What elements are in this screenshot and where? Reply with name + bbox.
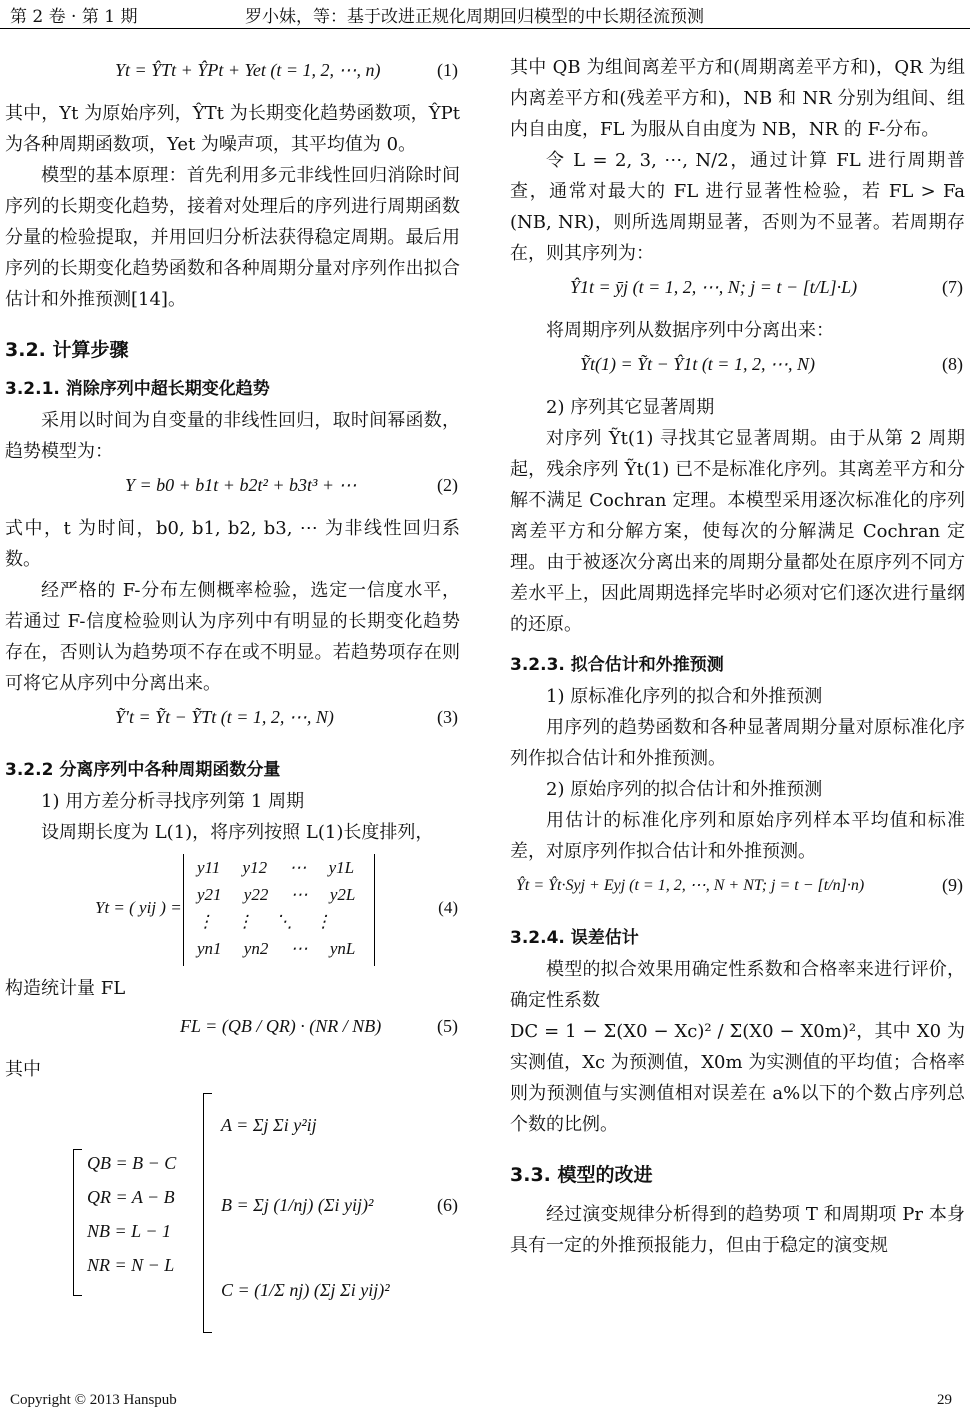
system-line: QB = B − C <box>87 1153 177 1173</box>
equation-2-body: Y = b0 + b1t + b2t² + b3t³ + ⋯ <box>125 475 357 495</box>
paragraph: 用序列的趋势函数和各种显著周期分量对原标准化序列作拟合估计和外推预测。 <box>510 717 965 769</box>
paragraph: 经严格的 F-分布左侧概率检验，选定一信度水平，若通过 F-信度检验则认为序列中有明显的长期变化趋势存在，否则认为趋势项不存在或不明显。若趋势项存在则可将它从序列中分离出来。 <box>5 580 460 694</box>
paragraph: 令 L = 2, 3, ⋯, N/2，通过计算 FL 进行周期普查，通常对最大的 FL 进行显著性检验，若 FL > Fa (NB, NR)，则所选周期显著，否则为不显著。若周期存在，则其序列为： <box>510 150 965 264</box>
equation-1-body: Yt = ŶTt + ŶPt + Yet (t = 1, 2, ⋯, n) <box>115 60 381 80</box>
left-brace <box>73 1149 82 1296</box>
matrix-lhs: Yt = ( yij ) = <box>95 898 182 917</box>
equation-1 <box>5 52 460 98</box>
matrix-row: ⋮ ⋮ ⋱ ⋮ <box>197 912 332 931</box>
paragraph: 1) 用方差分析寻找序列第 1 周期 <box>41 791 305 812</box>
equation-7-body: Ŷ1t = ȳj (t = 1, 2, ⋯, N; j = t − [t/L]·L) <box>570 277 858 297</box>
equation-8 <box>510 346 965 392</box>
paragraph: 用估计的标准化序列和原始序列样本平均值和标准差，对原序列作拟合估计和外推预测。 <box>510 810 965 862</box>
equation-8-body: Ỹt(1) = Ỹt − Ŷ1t (t = 1, 2, ⋯, N) <box>580 354 815 374</box>
footer-copyright: Copyright © 2013 Hanspub <box>10 1392 177 1408</box>
equation-6-system <box>5 1085 460 1335</box>
running-header <box>0 0 970 34</box>
left-column <box>5 52 460 1335</box>
section-heading: 3.3. 模型的改进 <box>510 1164 653 1186</box>
subsection-heading: 3.2.3. 拟合估计和外推预测 <box>510 655 724 675</box>
equation-3 <box>5 699 460 745</box>
page-number: 29 <box>937 1392 952 1408</box>
equation-5 <box>5 1004 460 1054</box>
subsection-heading: 3.2.4. 误差估计 <box>510 928 639 948</box>
equation-4-number: (4) <box>438 898 458 917</box>
paragraph: 其中，Yt 为原始序列，ŶTt 为长期变化趋势函数项，ŶPt 为各种周期函数项，Yet 为噪声项，其平均值为 0。 <box>5 103 460 155</box>
paragraph: 采用以时间为自变量的非线性回归，取时间幂函数，趋势模型为： <box>5 410 460 462</box>
system-line: A = Σj Σi y²ij <box>221 1115 317 1135</box>
equation-9-body: Ŷt = Ŷt·Syj + Eyj (t = 1, 2, ⋯, N + NT; j = t − [t/n]·n) <box>516 877 865 894</box>
right-column <box>510 52 965 1261</box>
matrix-row: y11 y12 ⋯ y1L <box>197 858 355 877</box>
matrix-row: y21 y22 ⋯ y2L <box>197 885 356 904</box>
journal-volume-issue: 第 2 卷 · 第 1 期 <box>10 7 138 27</box>
paragraph: 经过演变规律分析得到的趋势项 T 和周期项 Pr 本身具有一定的外推预报能力，但由于稳定的演变规 <box>510 1204 965 1256</box>
paragraph: 模型的拟合效果用确定性系数和合格率来进行评价，确定性系数 <box>510 959 965 1011</box>
equation-4-matrix <box>5 848 460 973</box>
equation-1-number: (1) <box>437 60 458 80</box>
section-heading: 3.2. 计算步骤 <box>5 339 129 361</box>
equation-9 <box>510 867 965 913</box>
paragraph: 对序列 Ỹt(1) 寻找其它显著周期。由于从第 2 周期起，残余序列 Ỹt(1) 已不是标准化序列。其离差平方和分解不满足 Cochran 定理。本模型采用逐次标准化的序列离差平方和分解方案，使每次的分解满足 Cochran 定理。由于被逐次分离出来的周期分量都处在原序列不同方差水平上，因此周期选择完毕时必须对它们逐次进行量纲的还原。 <box>510 428 965 635</box>
paragraph: 其中 QB 为组间离差平方和(周期离差平方和)，QR 为组内离差平方和(残差平方和)，NB 和 NR 分别为组间、组内自由度，FL 为服从自由度为 NB，NR 的 F-分布。 <box>510 57 965 140</box>
paragraph: 2) 序列其它显著周期 <box>546 397 715 418</box>
system-line: B = Σj (1/nj) (Σi yij)² <box>221 1195 374 1215</box>
equation-6-number: (6) <box>437 1195 458 1215</box>
equation-9-number: (9) <box>942 875 963 895</box>
subsection-heading: 3.2.1. 消除序列中超长期变化趋势 <box>5 379 270 399</box>
system-line: C = (1/Σ nj) (Σj Σi yij)² <box>221 1280 390 1300</box>
system-line: NB = L − 1 <box>87 1221 171 1241</box>
system-line: QR = A − B <box>87 1187 175 1207</box>
equation-5-number: (5) <box>437 1016 458 1036</box>
subsection-heading: 3.2.2 分离序列中各种周期函数分量 <box>5 760 281 780</box>
matrix-row: yn1 yn2 ⋯ ynL <box>197 939 356 958</box>
paragraph: 式中，t 为时间，b0, b1, b2, b3, ⋯ 为非线性回归系数。 <box>5 518 460 570</box>
paragraph: 构造统计量 FL <box>5 978 126 999</box>
paragraph: 其中 <box>5 1059 41 1080</box>
equation-3-body: Ỹ′t = Ỹt − ỸTt (t = 1, 2, ⋯, N) <box>115 707 334 727</box>
equation-8-number: (8) <box>942 354 963 374</box>
paragraph: 模型的基本原理：首先利用多元非线性回归消除时间序列的长期变化趋势，接着对处理后的序列进行周期函数分量的检验提取，并用回归分析法获得稳定周期。最后用序列的长期变化趋势函数和各种周期分量对序列作出拟合估计和外推预测[14]。 <box>5 165 460 310</box>
paragraph: 设周期长度为 L(1)，将序列按照 L(1)长度排列， <box>41 822 434 843</box>
paragraph: 将周期序列从数据序列中分离出来： <box>546 320 834 341</box>
running-title: 罗小妹，等：基于改进正规化周期回归模型的中长期径流预测 <box>245 7 704 27</box>
system-line: NR = N − L <box>87 1255 175 1275</box>
right-brace <box>203 1093 212 1333</box>
paragraph: DC = 1 − Σ(X0 − Xc)² / Σ(X0 − X0m)²，其中 X0 为实测值，Xc 为预测值，X0m 为实测值的平均值；合格率则为预测值与实测值相对误差在 a%以下的个数占序列总个数的比例。 <box>510 1021 965 1135</box>
equation-3-number: (3) <box>437 707 458 727</box>
paragraph: 2) 原始序列的拟合估计和外推预测 <box>546 779 823 800</box>
equation-7-number: (7) <box>942 277 963 297</box>
equation-2 <box>5 467 460 513</box>
header-rule <box>0 28 970 29</box>
equation-2-number: (2) <box>437 475 458 495</box>
equation-5-body: FL = (QB / QR) · (NR / NB) <box>180 1016 382 1036</box>
paragraph: 1) 原标准化序列的拟合和外推预测 <box>546 686 823 707</box>
equation-7 <box>510 269 965 315</box>
